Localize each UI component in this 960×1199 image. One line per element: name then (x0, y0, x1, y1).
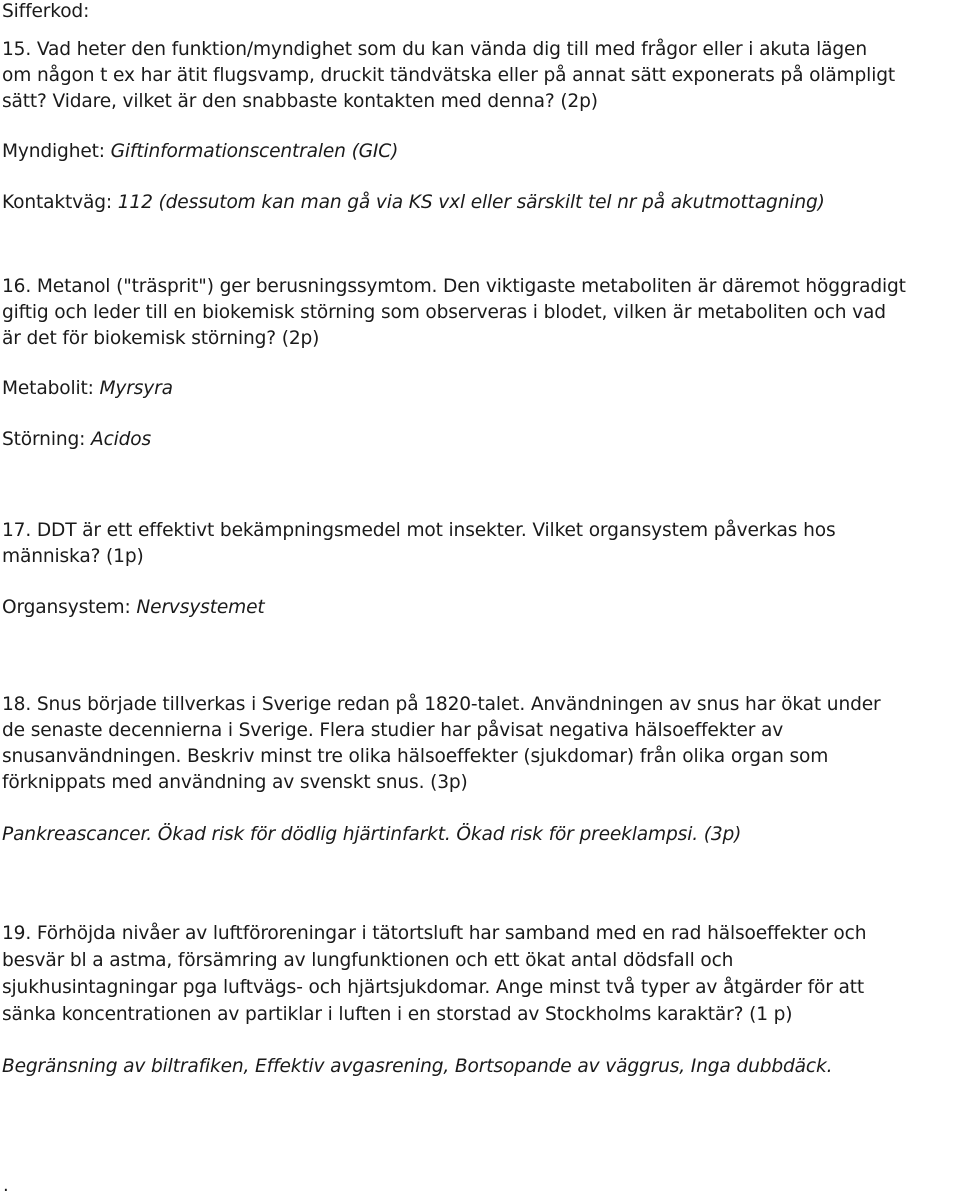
q15-line-1: 15. Vad heter den funktion/myndighet som du kan vända dig till med frågor eller i akuta lägen (2, 39, 867, 60)
q15-line-2: om någon t ex har ätit flugsvamp, druckit tändvätska eller på annat sätt exponerats på olämpligt (2, 65, 895, 86)
q15-contact (2, 190, 960, 216)
q16-line-1: 16. Metanol ("träsprit") ger berusningssymtom. Den viktigaste metaboliten är däremot höggradigt (2, 276, 906, 297)
q15-line-3: sätt? Vidare, vilket är den snabbaste kontakten med denna? (2p) (2, 91, 598, 112)
q16-disorder-answer: Acidos (91, 429, 152, 450)
q16-metabolite-answer: Myrsyra (99, 378, 173, 399)
q18-line-3: snusanvändningen. Beskriv minst tre olika hälsoeffekter (sjukdomar) från olika organ som (2, 746, 829, 767)
q19-line-2: besvär bl a astma, försämring av lungfunktionen och ett ökat antal dödsfall och (2, 950, 734, 971)
q16-disorder-label: Störning: (2, 429, 91, 450)
q19-answer: Begränsning av biltrafiken, Effektiv avgasrening, Bortsopande av väggrus, Inga dubbdäck. (2, 1056, 833, 1077)
q17-line-1: 17. DDT är ett effektivt bekämpningsmedel mot insekter. Vilket organsystem påverkas hos (2, 520, 836, 541)
q16-metabolite (2, 376, 960, 402)
q17-organ-label: Organsystem: (2, 597, 137, 618)
q19-line-3: sjukhusintagningar pga luftvägs- och hjärtsjukdomar. Ange minst två typer av åtgärder för att (2, 977, 864, 998)
q15-authority (2, 139, 960, 165)
q18-line-4: förknippats med användning av svenskt snus. (3p) (2, 772, 468, 793)
q15-contact-answer: 112 (dessutom kan man gå via KS vxl eller särskilt tel nr på akutmottagning) (117, 192, 825, 213)
q17-line-2: människa? (1p) (2, 546, 144, 567)
sifferkod-label: Sifferkod: (2, 1, 90, 22)
q15-contact-label: Kontaktväg: (2, 192, 118, 213)
q17-organ (2, 595, 960, 621)
q16-line-2: giftig och leder till en biokemisk störning som observeras i blodet, vilken är metaboliten och vad (2, 302, 886, 323)
q18-line-2: de senaste decennierna i Sverige. Flera studier har påvisat negativa hälsoeffekter av (2, 720, 784, 741)
q15-authority-answer: Giftinformationscentralen (GIC) (110, 141, 399, 162)
q18-line-1: 18. Snus började tillverkas i Sverige redan på 1820-talet. Användningen av snus har ökat under (2, 694, 881, 715)
q19-line-4: sänka koncentrationen av partiklar i luften i en storstad av Stockholms karaktär? (1 p) (2, 1004, 793, 1025)
q18-answer: Pankreascancer. Ökad risk för dödlig hjärtinfarkt. Ökad risk för preeklampsi. (3p) (2, 824, 742, 845)
q17-organ-answer: Nervsystemet (136, 597, 265, 618)
q16-disorder (2, 427, 960, 453)
trailing-dot: . (3, 1175, 9, 1196)
q15-authority-label: Myndighet: (2, 141, 111, 162)
q16-metabolite-label: Metabolit: (2, 378, 100, 399)
q16-line-3: är det för biokemisk störning? (2p) (2, 328, 320, 349)
q19-line-1: 19. Förhöjda nivåer av luftföroreningar i tätortsluft har samband med en rad hälsoeffekter och (2, 923, 867, 944)
